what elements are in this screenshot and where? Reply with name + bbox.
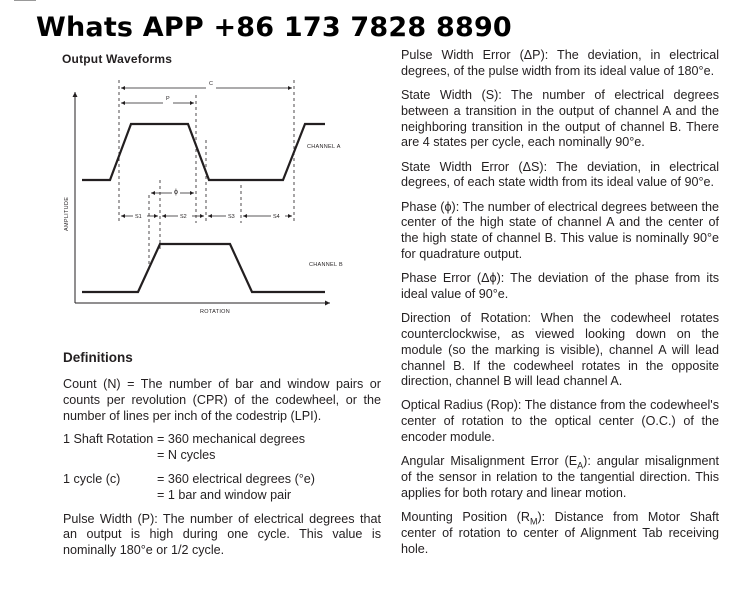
- state-width-definition: State Width (S): The number of electrical degrees between a transition in the output of channel A and the neighboring transition in the output of channel B. There are 4 states per cycle, each nominally 90°e.: [401, 87, 719, 150]
- whatsapp-watermark: Whats APP +86 173 7828 8890: [34, 12, 518, 43]
- channel-b-waveform: [82, 244, 325, 292]
- s3-label: S3: [228, 214, 235, 220]
- cycle-line1: = 360 electrical degrees (°e): [157, 471, 315, 486]
- waveform-figure: [58, 68, 343, 318]
- pulse-width-definition: Pulse Width (P): The number of electrical degrees that an output is high during one cycle. This value is nominally 180°e or 1/2 cycle.: [63, 511, 381, 558]
- right-definitions: [401, 48, 719, 566]
- shaft-rotation-line2: = N cycles: [157, 448, 216, 463]
- p-label: P: [166, 96, 170, 102]
- mounting-position-definition: Mounting Position $(R_M)$: Distance from Motor Shaft center of rotation to center of Alignment Tab receiving hole.: [401, 510, 719, 556]
- cycle-line2: = 1 bar and window pair: [157, 487, 292, 502]
- count-definition: Count (N) = The number of bar and window pairs or counts per revolution (CPR) of the codewheel, or the number of lines per inch of the codestrip (LPI).: [63, 377, 381, 423]
- phase-definition: Phase (ϕ): The number of electrical degrees between the center of the high state of channel A and the center of the high state of channel B. This value is nominally 90°e for quadrature output.: [401, 199, 719, 261]
- channel-a-label: CHANNEL A: [307, 144, 341, 150]
- shaft-rotation-definition: [63, 432, 381, 464]
- direction-of-rotation-definition: Direction of Rotation: When the codewheel rotates counterclockwise, as viewed looking down on the module (so the marking is visible), channel A will lead channel B. If the codewheel rotates in the opposite direction, channel B will lead channel A.: [401, 311, 719, 389]
- shaft-rotation-line1: = 360 mechanical degrees: [157, 432, 306, 447]
- top-rule: [14, 0, 36, 1]
- s4-label: S4: [273, 214, 280, 220]
- state-width-error-definition: State Width Error (ΔS): The deviation, in electrical degrees, of each state width from its ideal value of 90°e.: [401, 159, 719, 190]
- phi-label: ϕ: [174, 189, 178, 196]
- rotation-axis-label: ROTATION: [200, 309, 230, 315]
- phase-error-definition: Phase Error (Δϕ): The deviation of the phase from its ideal value of 90°e.: [401, 271, 719, 301]
- pulse-width-error-definition: Pulse Width Error (ΔP): The deviation, in electrical degrees, of the pulse width from its ideal value of 180°e.: [401, 48, 719, 78]
- c-label: C: [209, 81, 213, 87]
- angular-misalignment-definition: Angular Misalignment Error $(E_A)$: angular misalignment of the sensor in relation to the tangential direction. This applies for both rotary and linear motion.: [401, 454, 719, 500]
- s2-label: S2: [180, 214, 187, 220]
- left-definitions: [63, 377, 381, 567]
- optical-radius-definition: Optical Radius (Rop): The distance from the codewheel's center of rotation to the optical center (O.C.) of the encoder module.: [401, 398, 719, 445]
- amplitude-axis-label: AMPLITUDE: [64, 196, 70, 231]
- definitions-heading: Definitions: [63, 350, 133, 365]
- s1-label: S1: [135, 214, 142, 220]
- shaft-rotation-term: 1 Shaft Rotation: [63, 432, 154, 447]
- channel-b-label: CHANNEL B: [309, 262, 343, 268]
- cycle-definition: [63, 472, 381, 504]
- channel-a-waveform: [82, 124, 325, 180]
- waveform-heading: Output Waveforms: [62, 52, 173, 66]
- cycle-term: 1 cycle (c): [63, 471, 121, 486]
